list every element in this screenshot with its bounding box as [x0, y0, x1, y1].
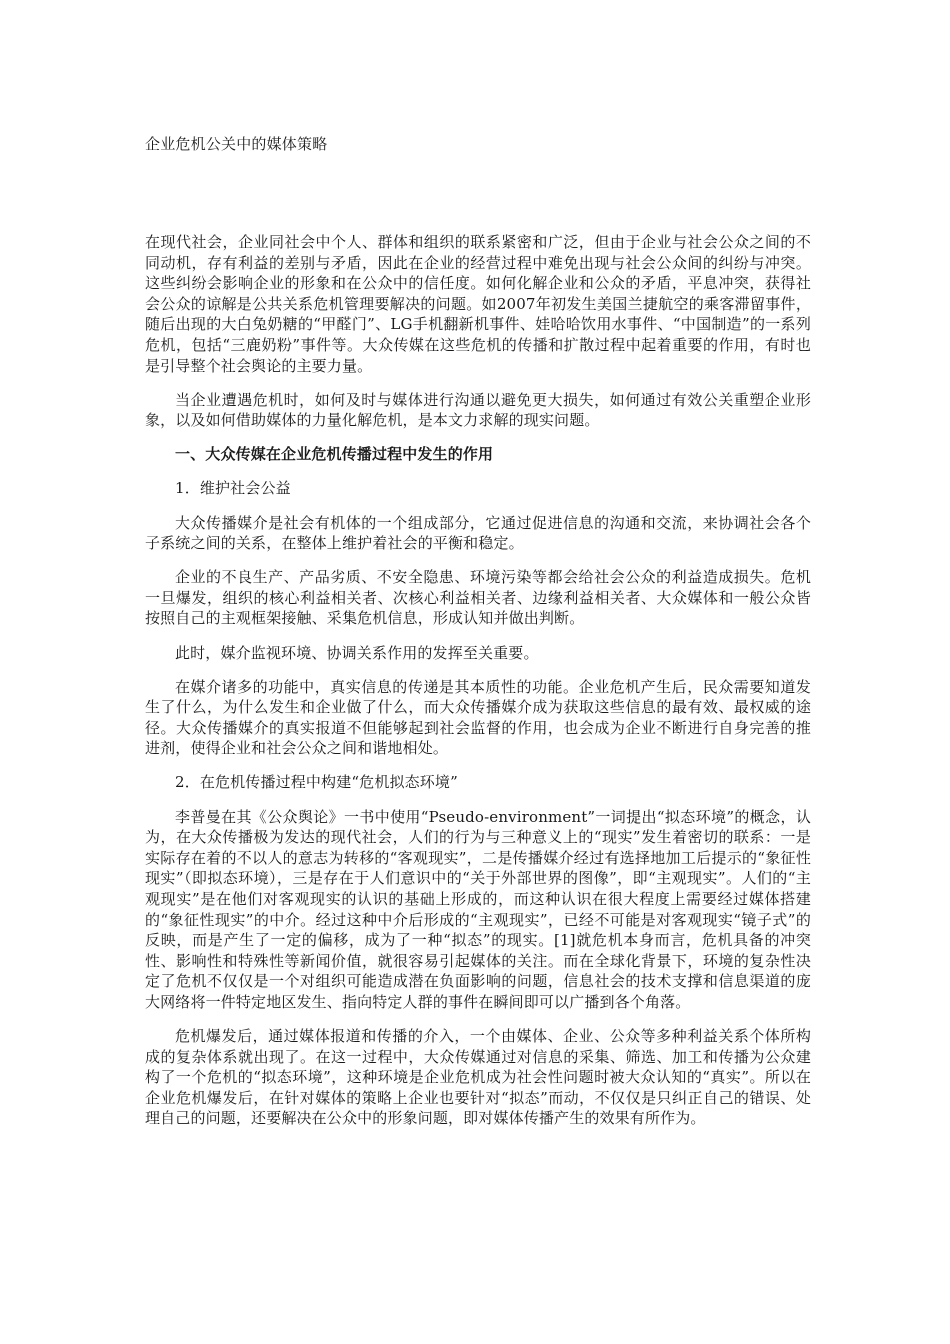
document-page [145, 134, 811, 1142]
paragraph-body: 在媒介诸多的功能中，真实信息的传递是其本质性的功能。企业危机产生后，民众需要知道发生了什么，为什么发生和企业做了什么，而大众传播媒介成为获取这些信息的最有效、最权威的途径。大众传播媒介的真实报道不但能够起到社会监督的作用，也会成为企业不断进行自身完善的推进剂，使得企业和社会公众之间和谐地相处。 [145, 677, 811, 758]
section-heading-1: 一、大众传媒在企业危机传播过程中发生的作用 [175, 445, 494, 464]
document-title: 企业危机公关中的媒体策略 [145, 135, 328, 153]
subsection-heading-2: 2．在危机传播过程中构建“危机拟态环境” [175, 773, 458, 792]
paragraph-body: 企业的不良生产、产品劣质、不安全隐患、环境污染等都会给社会公众的利益造成损失。危机一旦爆发，组织的核心利益相关者、次核心利益相关者、边缘利益相关者、大众媒体和一般公众皆按照自己的主观框架接触、采集危机信息，形成认知并做出判断。 [145, 568, 811, 628]
paragraph-body: 李普曼在其《公众舆论》一书中使用“Pseudo-environment”一词提出“拟态环境”的概念，认为，在大众传播极为发达的现代社会，人们的行为与三种意义上的“现实”发生着密切的联系：一是实际存在着的不以人的意志为转移的“客观现实”，二是传播媒介经过有选择地加工后提示的“象征性现实”（即拟态环境），三是存在于人们意识中的“关于外部世界的图像”，即“主观现实”。人们的“主观现实”是在他们对客观现实的认识的基础上形成的，而这种认识在很大程度上需要经过媒体搭建的“象征性现实”的中介。经过这种中介后形成的“主观现实”，已经不可能是对客观现实“镜子式”的反映，而是产生了一定的偏移，成为了一种“拟态”的现实。[1]就危机本身而言，危机具备的冲突性、影响性和特殊性等新闻价值，就很容易引起媒体的关注。而在全球化背景下，环境的复杂性决定了危机不仅仅是一个对组织可能造成潜在负面影响的问题，信息社会的技术支撑和信息渠道的庞大网络将一件特定地区发生、指向特定人群的事件在瞬间即可以广播到各个角落。 [145, 807, 811, 1011]
subsection-heading-1: 1．维护社会公益 [175, 479, 291, 498]
paragraph-body: 危机爆发后，通过媒体报道和传播的介入，一个由媒体、企业、公众等多种利益关系个体所构成的复杂体系就出现了。在这一过程中，大众传媒通过对信息的采集、筛选、加工和传播为公众建构了一个危机的“拟态环境”，这种环境是企业危机成为社会性问题时被大众认知的“真实”。所以在企业危机爆发后，在针对媒体的策略上企业也要针对“拟态”而动，不仅仅是只纠正自己的错误、处理自己的问题，还要解决在公众中的形象问题，即对媒体传播产生的效果有所作为。 [145, 1027, 811, 1128]
paragraph-body: 大众传播媒介是社会有机体的一个组成部分，它通过促进信息的沟通和交流，来协调社会各个子系统之间的关系，在整体上维护着社会的平衡和稳定。 [145, 513, 811, 553]
paragraph-purpose: 当企业遭遇危机时，如何及时与媒体进行沟通以避免更大损失，如何通过有效公关重塑企业形象，以及如何借助媒体的力量化解危机，是本文力求解的现实问题。 [145, 390, 811, 430]
paragraph-body: 此时，媒介监视环境、协调关系作用的发挥至关重要。 [175, 643, 539, 662]
paragraph-intro: 在现代社会，企业同社会中个人、群体和组织的联系紧密和广泛，但由于企业与社会公众之间的不同动机，存有利益的差别与矛盾，因此在企业的经营过程中难免出现与社会公众间的纠纷与冲突。这些纠纷会影响企业的形象和在公众中的信任度。如何化解企业和公众的矛盾，平息冲突，获得社会公众的谅解是公共关系危机管理要解决的问题。如2007年初发生美国兰捷航空的乘客滞留事件，随后出现的大白兔奶糖的“甲醛门”、LG手机翻新机事件、娃哈哈饮用水事件、“中国制造”的一系列危机，包括“三鹿奶粉”事件等。大众传媒在这些危机的传播和扩散过程中起着重要的作用，有时也是引导整个社会舆论的主要力量。 [145, 233, 811, 375]
